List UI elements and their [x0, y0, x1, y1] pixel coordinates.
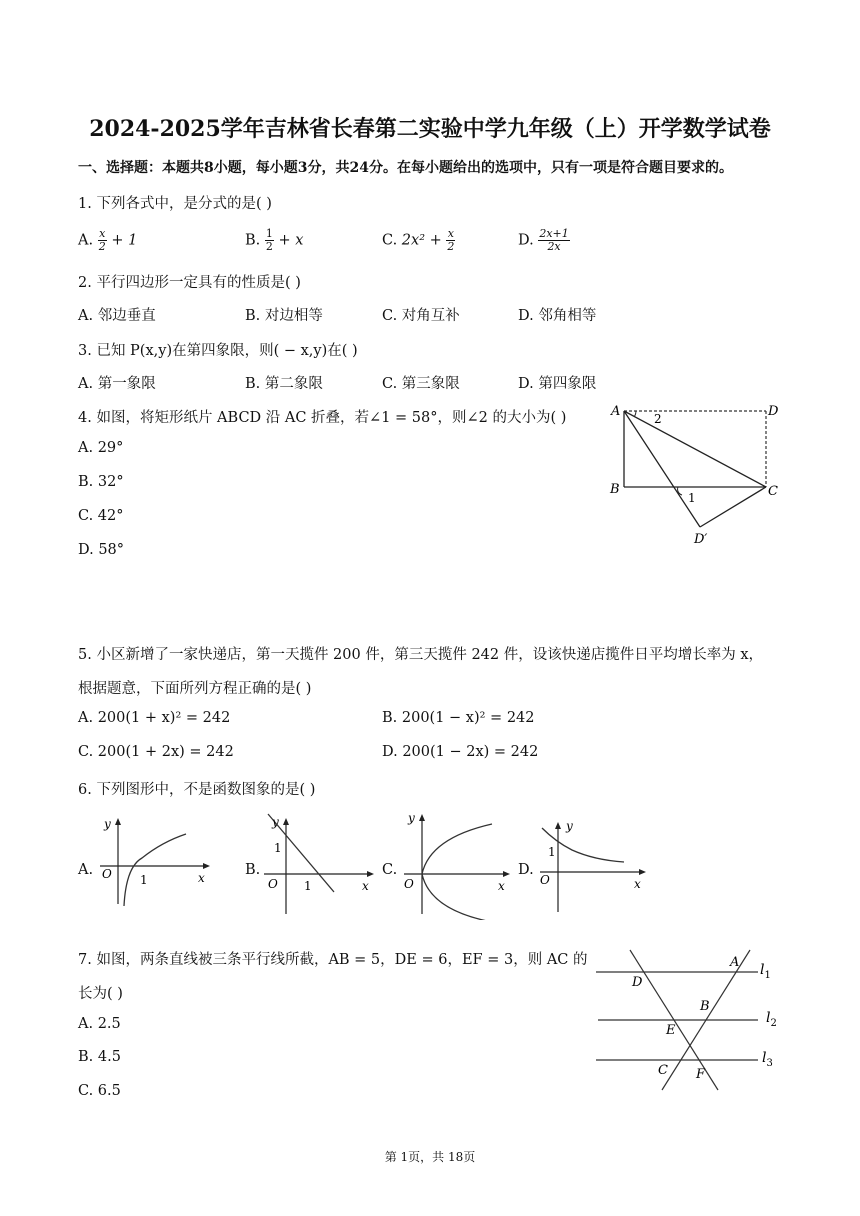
- fig7-label-d: D: [632, 975, 643, 990]
- fig7-label-l1: $l_1$: [760, 962, 771, 981]
- graph-a-origin: O: [102, 867, 112, 881]
- q4-option-c: C. 42°: [78, 508, 124, 524]
- graph-d-origin: O: [540, 873, 550, 887]
- q5-option-c: C. 200(1 + 2x) = 242: [78, 744, 234, 760]
- question-4-stem: 4. 如图，将矩形纸片 ABCD 沿 AC 折叠，若∠1 = 58°，则∠2 的大小为( ): [78, 410, 567, 426]
- q2-option-d: D. 邻角相等: [518, 308, 597, 324]
- page-title: 2024-2025学年吉林省长春第二实验中学九年级（上）开学数学试卷: [89, 116, 771, 142]
- fig7-label-b: B: [700, 999, 710, 1014]
- question-3-stem: 3. 已知 P(x,y)在第四象限，则( − x,y)在( ): [78, 343, 358, 359]
- q5-option-d: D. 200(1 − 2x) = 242: [382, 744, 539, 760]
- q7-parallel-lines-figure: [590, 944, 790, 1094]
- graph-a-y: y: [104, 817, 111, 831]
- graph-b-one-x: 1: [304, 879, 312, 893]
- q6-option-c-label: C.: [382, 862, 398, 878]
- fig4-label-a: A: [611, 404, 621, 419]
- q7-option-b: B. 4.5: [78, 1049, 121, 1065]
- fig7-label-a: A: [730, 955, 740, 970]
- graph-d-x: x: [634, 877, 641, 891]
- question-5-stem-line2: 根据题意，下面所列方程正确的是( ): [78, 681, 312, 697]
- q2-option-a: A. 邻边垂直: [78, 308, 156, 324]
- fig7-label-e: E: [666, 1023, 676, 1038]
- q5-option-b: B. 200(1 − x)² = 242: [382, 710, 535, 726]
- q1-option-c: C. 2x² + $\frac{x}{2}$: [382, 227, 455, 253]
- page-footer: 第 1页，共 18页: [384, 1150, 476, 1164]
- q3-option-c: C. 第三象限: [382, 376, 460, 392]
- q4-option-d: D. 58°: [78, 542, 125, 558]
- question-7-stem-line1: 7. 如图，两条直线被三条平行线所截，AB = 5，DE = 6，EF = 3，则 AC 的: [78, 952, 588, 968]
- q6-graph-b: [260, 808, 380, 920]
- q3-option-b: B. 第二象限: [245, 376, 323, 392]
- q4-option-b: B. 32°: [78, 474, 124, 490]
- graph-d-y: y: [566, 819, 573, 833]
- q1-option-a: A. $\frac{x}{2}$ + 1: [78, 227, 138, 253]
- q4-option-a: A. 29°: [78, 440, 124, 456]
- q1-option-b: B. $\frac{1}{2}$ + x: [245, 227, 304, 253]
- q3-option-a: A. 第一象限: [78, 376, 156, 392]
- graph-c-origin: O: [404, 877, 414, 891]
- q6-graph-c: [396, 806, 516, 920]
- graph-a-one: 1: [140, 873, 148, 887]
- question-6-stem: 6. 下列图形中，不是函数图象的是( ): [78, 782, 316, 798]
- fig7-label-f: F: [696, 1067, 706, 1082]
- question-5-stem-line1: 5. 小区新增了一家快递店，第一天揽件 200 件，第三天揽件 242 件，设该快递店揽件日平均增长率为 x，: [78, 647, 764, 663]
- fig4-angle-1: 1: [688, 491, 696, 505]
- fig4-label-c: C: [768, 484, 778, 499]
- fig7-label-l2: $l_2$: [766, 1010, 777, 1029]
- graph-b-y: y: [272, 815, 279, 829]
- section-heading: 一、选择题：本题共8小题，每小题3分，共24分。在每小题给出的选项中，只有一项是符合题目要求的。: [78, 160, 733, 176]
- fig4-label-d-prime: D′: [694, 532, 708, 547]
- q3-option-d: D. 第四象限: [518, 376, 597, 392]
- graph-b-one-y: 1: [274, 841, 282, 855]
- graph-b-x: x: [362, 879, 369, 893]
- q6-graph-d: [532, 814, 652, 918]
- q5-option-a: A. 200(1 + x)² = 242: [78, 710, 231, 726]
- graph-c-x: x: [498, 879, 505, 893]
- q6-graph-a: [94, 812, 214, 912]
- fig4-label-d: D: [768, 404, 779, 419]
- fig4-label-b: B: [610, 482, 620, 497]
- question-7-stem-line2: 长为( ): [78, 986, 123, 1002]
- graph-a-x: x: [198, 871, 205, 885]
- fig7-label-c: C: [658, 1063, 668, 1078]
- question-1-stem: 1. 下列各式中，是分式的是( ): [78, 196, 272, 212]
- q4-rectangle-fold-figure: [600, 395, 800, 555]
- q1-option-d: D. $\frac{2x+1}{2x}$: [518, 227, 569, 253]
- q6-option-a-label: A.: [78, 862, 94, 878]
- graph-d-one: 1: [548, 845, 556, 859]
- graph-b-origin: O: [268, 877, 278, 891]
- q2-option-b: B. 对边相等: [245, 308, 323, 324]
- fig7-label-l3: $l_3$: [762, 1050, 773, 1069]
- q2-option-c: C. 对角互补: [382, 308, 460, 324]
- fig4-angle-2: 2: [654, 412, 662, 426]
- q7-option-a: A. 2.5: [78, 1016, 121, 1032]
- q7-option-c: C. 6.5: [78, 1083, 121, 1099]
- q6-option-d-label: D.: [518, 862, 534, 878]
- question-2-stem: 2. 平行四边形一定具有的性质是( ): [78, 275, 301, 291]
- q6-option-b-label: B.: [245, 862, 261, 878]
- graph-c-y: y: [408, 811, 415, 825]
